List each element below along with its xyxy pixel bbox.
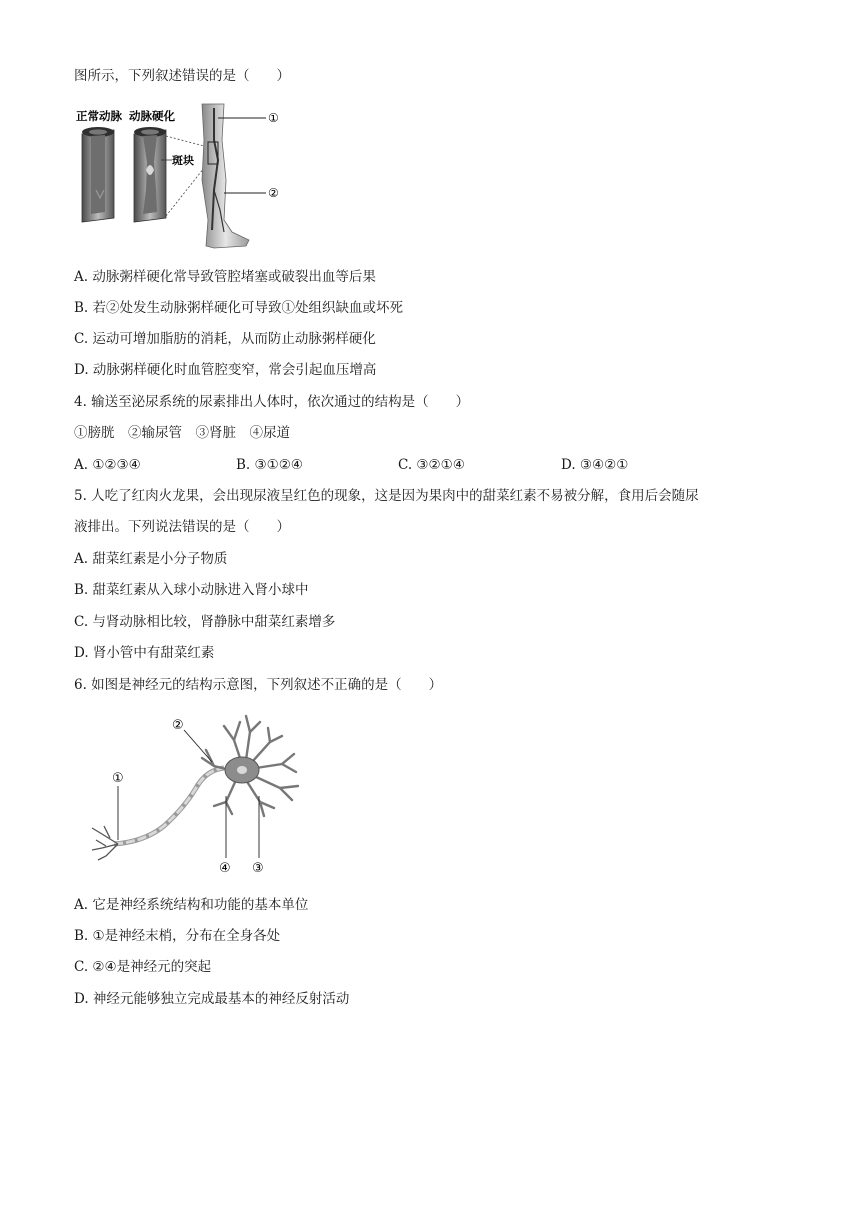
q4-stem: 4. 输送至泌尿系统的尿素排出人体时，依次通过的结构是（ ） [74,394,470,410]
q4-option-a: A. ①②③④ [74,457,141,473]
hardened-artery-illustration [134,127,166,222]
q6-stem: 6. 如图是神经元的结构示意图，下列叙述不正确的是（ ） [74,677,443,693]
q4-option-c: C. ③②①④ [398,457,465,473]
q6-option-a: A. 它是神经系统结构和功能的基本单位 [74,897,309,913]
marker-2: ② [268,186,279,200]
q3-option-b: B. 若②处发生动脉粥样硬化可导致①处组织缺血或坏死 [74,300,404,316]
neuron-marker-2: ② [172,718,184,733]
neuron-figure [84,708,324,880]
neuron-marker-4: ④ [219,861,231,876]
label-hardened-artery: 动脉硬化 [129,109,175,123]
leg-illustration [202,104,249,248]
artery-figure [74,100,294,255]
q6-option-c: C. ②④是神经元的突起 [74,959,212,975]
q5-option-d: D. 肾小管中有甜菜红素 [74,645,215,661]
q3-option-d: D. 动脉粥样硬化时血管腔变窄，常会引起血压增高 [74,362,377,378]
q3-option-c: C. 运动可增加脂肪的消耗，从而防止动脉粥样硬化 [74,331,376,347]
q4-items: ①膀胱 ②输尿管 ③肾脏 ④尿道 [74,425,290,441]
q5-option-b: B. 甜菜红素从入球小动脉进入肾小球中 [74,582,309,598]
q5-option-c: C. 与肾动脉相比较，肾静脉中甜菜红素增多 [74,614,336,630]
neuron-marker-1: ① [112,771,124,786]
q5-stem-line1: 5. 人吃了红肉火龙果，会出现尿液呈红色的现象，这是因为果肉中的甜菜红素不易被分解，食用后会随尿 [74,488,699,504]
q4-option-d: D. ③④②① [561,457,629,473]
label-normal-artery: 正常动脉 [76,109,122,123]
marker-1: ① [268,111,279,125]
q3-option-a: A. 动脉粥样硬化常导致管腔堵塞或破裂出血等后果 [74,269,376,285]
q5-stem-line2: 液排出。下列说法错误的是（ ） [74,519,290,535]
q5-option-a: A. 甜菜红素是小分子物质 [74,551,228,567]
q4-option-b: B. ③①②④ [236,457,303,473]
neuron-marker-3: ③ [252,861,264,876]
normal-artery-illustration [82,127,114,222]
q6-option-d: D. 神经元能够独立完成最基本的神经反射活动 [74,991,350,1007]
label-plaque: 斑块 [172,154,194,167]
q3-stem: 图所示，下列叙述错误的是（ ） [74,68,290,84]
q6-option-b: B. ①是神经末梢，分布在全身各处 [74,928,281,944]
